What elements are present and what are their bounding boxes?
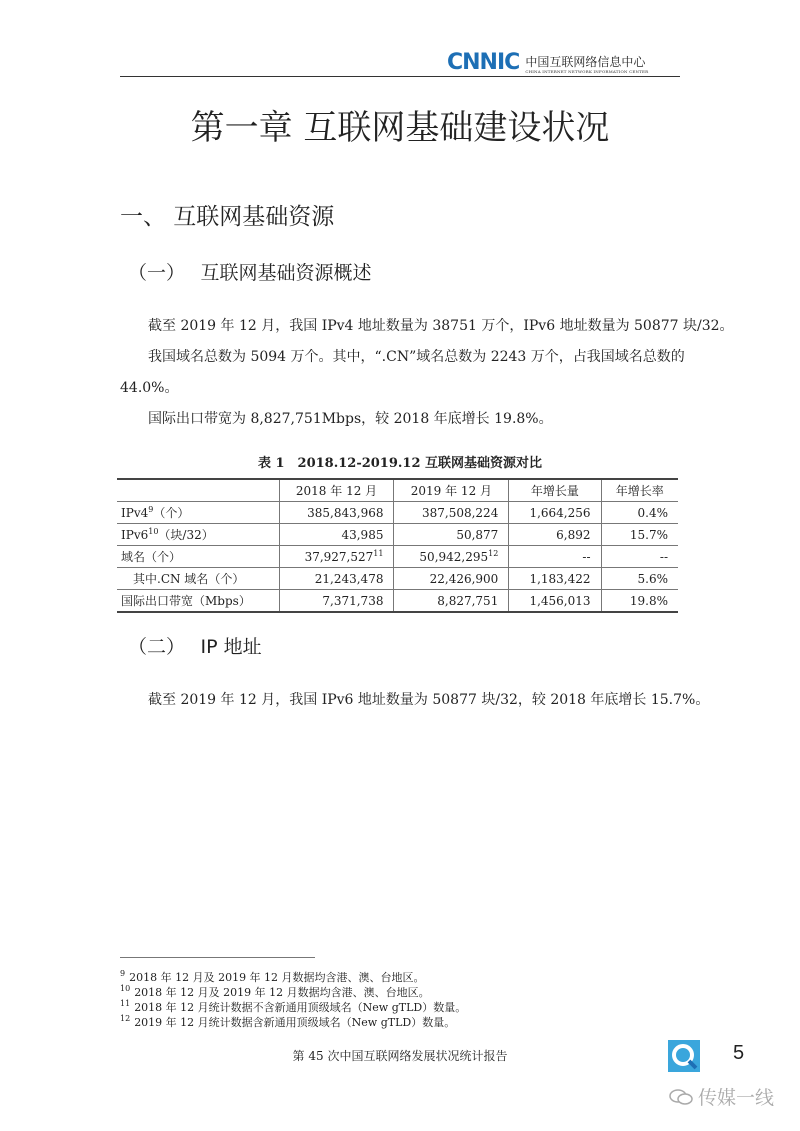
- table-cell: [601, 590, 678, 613]
- column-header: 年增长量: [509, 479, 601, 502]
- table-cell: [601, 524, 678, 546]
- footer-title: 第 45 次中国互联网络发展状况统计报告: [292, 1049, 508, 1063]
- column-header: 2019 年 12 月: [394, 479, 509, 502]
- cell-value: 6,892: [556, 527, 591, 542]
- row-label-text: IPv6: [121, 528, 149, 542]
- row-label: [117, 568, 279, 590]
- cell-value: 21,243,478: [314, 571, 384, 586]
- table-cell: [279, 590, 394, 613]
- row-unit: （个）: [208, 572, 245, 586]
- footnote-ref: 9: [148, 505, 154, 514]
- header-divider: [120, 76, 680, 77]
- watermark: [668, 1083, 774, 1110]
- page-number: 5: [733, 1042, 745, 1064]
- table-cell: [279, 568, 394, 590]
- table-cell: [509, 502, 601, 524]
- cell-value: 1,664,256: [529, 505, 591, 520]
- cell-value: 385,843,968: [307, 505, 384, 520]
- table-cell: [394, 524, 509, 546]
- section-heading: 一、 互联网基础资源: [120, 204, 335, 230]
- cell-value: 50,942,295: [419, 550, 489, 564]
- table-caption: 表 1 2018.12-2019.12 互联网基础资源对比: [257, 456, 543, 471]
- cell-value: 43,985: [341, 527, 384, 542]
- column-header: 2018 年 12 月: [279, 479, 394, 502]
- table-cell: [279, 546, 394, 568]
- paragraph: 截至 2019 年 12 月，我国 IPv6 地址数量为 50877 块/32，较 2018 年底增长 15.7%。: [148, 692, 710, 708]
- table-row: [117, 546, 678, 568]
- cell-value: --: [659, 549, 668, 564]
- table-row: [117, 524, 678, 546]
- row-label-text: 国际出口带宽: [121, 594, 194, 608]
- chapter-title: 第一章 互联网基础建设状况: [190, 108, 610, 148]
- table-cell: [394, 590, 509, 613]
- paragraph: 截至 2019 年 12 月，我国 IPv4 地址数量为 38751 万个，IPv6 地址数量为 50877 块/32。: [148, 318, 734, 334]
- row-unit: （块/32）: [158, 528, 214, 542]
- cell-value: 15.7%: [629, 527, 668, 542]
- cell-value: 387,508,224: [421, 505, 499, 520]
- table-cell: [394, 502, 509, 524]
- footnote-divider: [120, 957, 315, 958]
- table-cell: [279, 502, 394, 524]
- row-unit: （Mbps）: [193, 594, 251, 608]
- footnote-number: 11: [120, 999, 131, 1008]
- footnote-ref: 11: [373, 549, 384, 558]
- footnote-text: 2019 年 12 月统计数据含新通用顶级域名（New gTLD）数量。: [134, 1015, 456, 1029]
- table-cell: [509, 568, 601, 590]
- table-cell: [601, 568, 678, 590]
- logo-mark: CNNIC: [447, 50, 520, 75]
- table-cell: [509, 546, 601, 568]
- table-cell: [509, 524, 601, 546]
- cnnic-logo: [447, 52, 648, 74]
- cell-value: 50,877: [456, 527, 499, 542]
- row-label-text: IPv4: [121, 506, 149, 520]
- logo-cn: 中国互联网络信息中心: [525, 55, 646, 69]
- table-row: [117, 590, 678, 613]
- subsection-heading-2: （二） IP 地址: [128, 636, 262, 658]
- watermark-text: 传媒一线: [698, 1087, 775, 1109]
- column-header: [117, 479, 279, 502]
- footnote-text: 2018 年 12 月统计数据不含新通用顶级域名（New gTLD）数量。: [134, 1000, 467, 1014]
- cell-value: 1,456,013: [529, 593, 591, 608]
- row-label-text: 其中.CN 域名: [121, 572, 209, 586]
- table-cell: [601, 546, 678, 568]
- magnifier-logo-icon: [668, 1040, 700, 1072]
- row-label-text: 域名: [121, 550, 146, 564]
- row-label: [117, 524, 279, 546]
- table-cell: [601, 502, 678, 524]
- cell-value: 8,827,751: [437, 593, 499, 608]
- cell-value: 22,426,900: [429, 571, 499, 586]
- row-unit: （个）: [153, 506, 190, 520]
- footnote-number: 9: [120, 969, 126, 978]
- row-unit: （个）: [145, 550, 182, 564]
- cell-value: 0.4%: [637, 505, 668, 520]
- column-header: 年增长率: [601, 479, 678, 502]
- row-label: [117, 546, 279, 568]
- footnote-ref: 10: [148, 527, 159, 536]
- footnote-number: 10: [120, 984, 131, 993]
- resource-table: [117, 478, 678, 613]
- footnote-text: 2018 年 12 月及 2019 年 12 月数据均含港、澳、台地区。: [134, 985, 430, 999]
- logo-en: CHINA INTERNET NETWORK INFORMATION CENTER: [525, 69, 649, 74]
- row-label: [117, 502, 279, 524]
- cell-value: 19.8%: [629, 593, 668, 608]
- table-cell: [509, 590, 601, 613]
- table-row: [117, 568, 678, 590]
- cell-value: 37,927,527: [304, 550, 374, 564]
- cell-value: --: [582, 549, 591, 564]
- wechat-icon: [668, 1087, 694, 1107]
- footnote-number: 12: [120, 1014, 131, 1023]
- paragraph: 国际出口带宽为 8,827,751Mbps，较 2018 年底增长 19.8%。: [148, 411, 553, 427]
- cell-value: 1,183,422: [529, 571, 591, 586]
- table-cell: [394, 546, 509, 568]
- paragraph: 44.0%。: [120, 380, 179, 396]
- footnote-ref: 12: [488, 549, 499, 558]
- table-cell: [394, 568, 509, 590]
- footnote-text: 2018 年 12 月及 2019 年 12 月数据均含港、澳、台地区。: [129, 970, 425, 984]
- table-cell: [279, 524, 394, 546]
- table-row: [117, 502, 678, 524]
- cell-value: 5.6%: [637, 571, 668, 586]
- subsection-heading-1: （一） 互联网基础资源概述: [128, 262, 372, 284]
- paragraph: 我国域名总数为 5094 万个。其中，“.CN”域名总数为 2243 万个，占我国域名总数的: [148, 349, 685, 365]
- cell-value: 7,371,738: [322, 593, 384, 608]
- footnote: [120, 1011, 455, 1030]
- row-label: [117, 590, 279, 613]
